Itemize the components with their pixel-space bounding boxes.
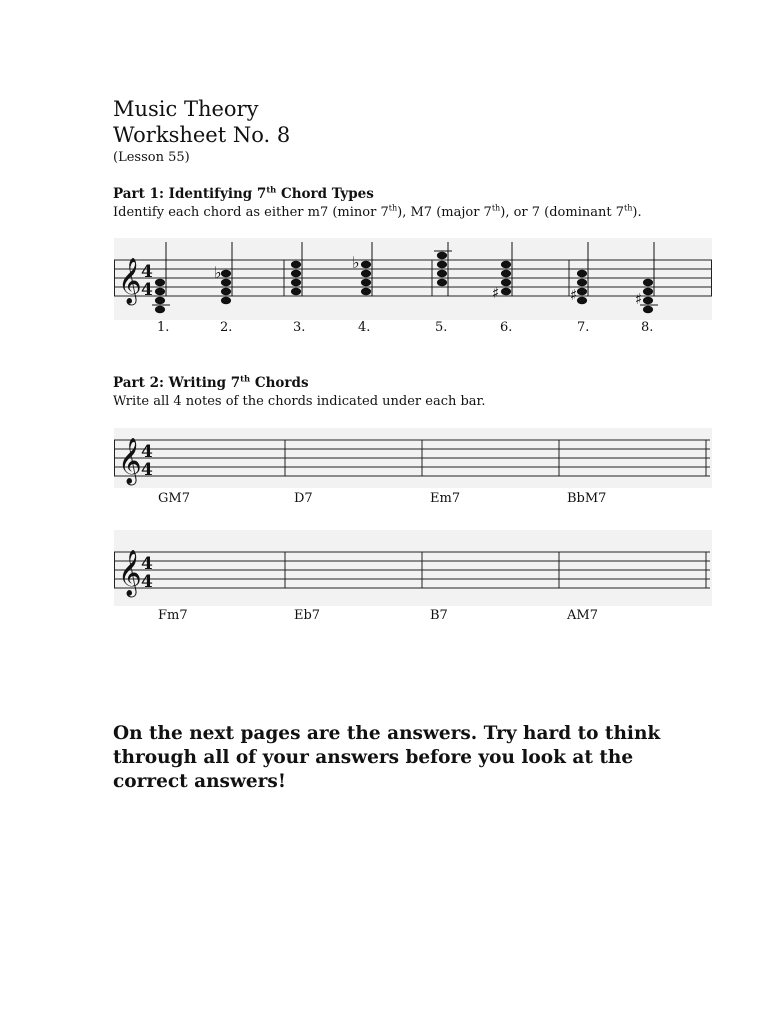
time-signature-bottom: 4 (141, 280, 153, 300)
chord-label-d7: D7 (294, 491, 313, 506)
chord-number-7: 7. (577, 320, 590, 335)
chord-label-fm7: Fm7 (158, 608, 188, 623)
part1-staff (114, 238, 712, 320)
chord-label-b7: B7 (430, 608, 448, 623)
part2-instructions: Write all 4 notes of the chords indicated under each bar. (113, 394, 486, 409)
chord-2 (214, 242, 232, 304)
part1-heading-prefix: Part 1: Identifying 7 (113, 186, 267, 202)
chord-label-em7: Em7 (430, 491, 461, 506)
chord-label-eb7: Eb7 (294, 608, 321, 623)
answers-notice: On the next pages are the answers. Try hard to think through all of your answers before you look at the correct answers! (113, 723, 661, 792)
part1-heading-sup: th (266, 184, 277, 195)
flat-accidental: ♭ (214, 263, 222, 282)
time-signature-top: 4 (141, 554, 153, 574)
chord-number-3: 3. (293, 320, 306, 335)
part1-desc-b: ), M7 (major 7 (397, 205, 492, 220)
treble-clef-icon: 𝄞 (118, 550, 142, 596)
chord-number-2: 2. (220, 320, 233, 335)
chord-label-gm7: GM7 (158, 491, 190, 506)
chord-number-6: 6. (500, 320, 513, 335)
part2-heading-sup: th (240, 373, 251, 384)
part1-heading-suffix: Chord Types (276, 186, 374, 202)
part1-desc-d: ). (632, 205, 642, 220)
part1-staff-svg (114, 238, 712, 320)
chord-number-4: 4. (358, 320, 371, 335)
part2-heading-suffix: Chords (250, 375, 309, 391)
time-signature-top: 4 (141, 442, 153, 462)
part1-instructions (113, 205, 642, 220)
chord-label-bbm7: BbM7 (567, 491, 607, 506)
lesson-label: (Lesson 55) (113, 150, 190, 165)
chord-7 (570, 242, 588, 304)
part1-desc-sup2: th (491, 203, 501, 213)
sharp-accidental: ♯ (570, 286, 578, 304)
part2-staff-row2 (114, 530, 712, 606)
time-signature-bottom: 4 (141, 460, 153, 480)
worksheet-title-line2: Worksheet No. 8 (113, 123, 291, 147)
part1-desc-c: ), or 7 (dominant 7 (500, 205, 624, 220)
worksheet-title-line1: Music Theory (113, 97, 259, 121)
part2-heading-prefix: Part 2: Writing 7 (113, 375, 241, 391)
part1-desc-sup1: th (388, 203, 398, 213)
chord-1 (152, 242, 170, 313)
part2-staff-row1 (114, 428, 712, 488)
flat-accidental: ♭ (352, 253, 360, 272)
part2-staff-row1-svg (114, 428, 712, 488)
part2-staff-row2-svg (114, 530, 712, 606)
sharp-accidental: ♯ (492, 284, 500, 302)
sharp-accidental: ♯ (635, 290, 643, 308)
chord-6 (492, 242, 512, 302)
chord-number-5: 5. (435, 320, 448, 335)
time-signature-bottom: 4 (141, 572, 153, 592)
part1-desc-a: Identify each chord as either m7 (minor 7 (113, 205, 389, 220)
part1-desc-sup3: th (624, 203, 633, 213)
treble-clef-icon: 𝄞 (118, 438, 142, 484)
chord-number-8: 8. (641, 320, 654, 335)
part2-heading (113, 375, 309, 391)
time-signature-top: 4 (141, 262, 153, 282)
part1-heading (113, 186, 374, 202)
treble-clef-icon: 𝄞 (118, 258, 142, 304)
chord-number-1: 1. (157, 320, 170, 335)
chord-8 (635, 242, 658, 313)
chord-label-am7: AM7 (567, 608, 598, 623)
